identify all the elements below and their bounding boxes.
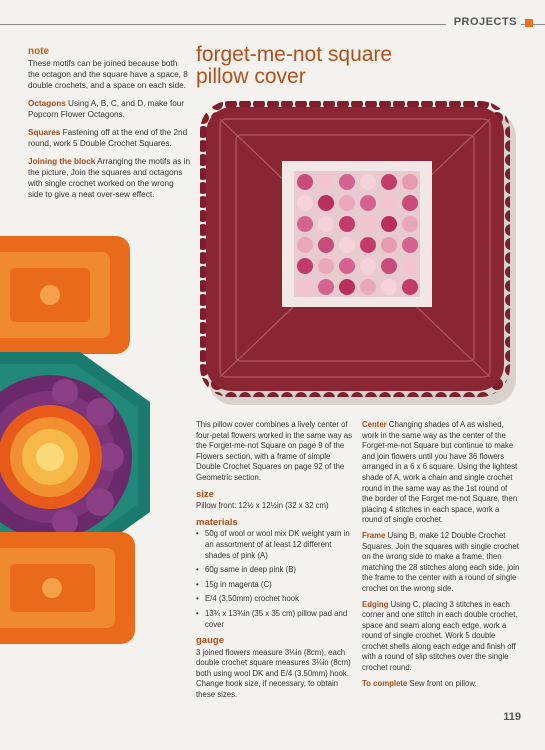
edging-text: Using C, placing 3 stitches in each corner and one stitch in each double crochet, space and seam along each edge, work a round of single crochet. Work 5 double crochet shells along each edge and finish off with a round of slip stitches over the single crochet round.: [362, 599, 518, 673]
pillow-center-flowers: [294, 171, 420, 297]
list-item: • 50g of wool or wool mix DK weight yarn in an assortment of at least 12 different shades of pink (A): [196, 529, 356, 561]
edging-paragraph: [362, 600, 520, 674]
section-label: PROJECTS: [446, 16, 521, 28]
materials-heading: materials: [196, 516, 238, 528]
note-text: These motifs can be joined because both the octagon and the square have a space, 8 double crochets, and a space on each side.: [28, 59, 188, 90]
center-label: Center: [362, 420, 387, 429]
complete-paragraph: [362, 679, 520, 690]
right-body-column: [362, 420, 520, 694]
size-text: Pillow front: 12½ x 12½in (32 x 32 cm): [196, 501, 329, 511]
list-item: • 13¾ x 13¾in (35 x 35 cm) pillow pad and cover: [196, 609, 356, 630]
octagons-label: Octagons: [28, 99, 66, 108]
frame-label: Frame: [362, 530, 386, 540]
frame-text: Using B, make 12 Double Crochet Squares. Join the squares with single crochet on the wrong side to make a frame, then matching the 28 stitches along each side, join the frame to the center with a round of single crochet on the wrong side.: [362, 530, 520, 593]
complete-text: Sew front on pillow.: [409, 678, 477, 688]
note-column: [28, 46, 190, 207]
octagon-flower-motif: [0, 352, 150, 562]
squares-text: Fastening off at the end of the 2nd round, work 5 Double Crochet Squares.: [28, 128, 188, 148]
note-heading: note: [28, 46, 50, 57]
title-line-1: forget-me-not square: [196, 43, 393, 66]
octagons-text: Using A, B, C, and D, make four Popcorn Flower Octagons.: [28, 99, 185, 119]
squares-label: Squares: [28, 128, 61, 137]
octagons-paragraph: [28, 98, 190, 120]
crochet-motif-illustration: [0, 232, 168, 652]
list-item: • E/4 (3.50mm) crochet hook: [196, 594, 356, 605]
joining-text: Arranging the motifs as in the picture, Join the squares and octagons with single crochet worked on the wrong side to give a neat over-sew effect.: [28, 157, 190, 199]
section-marker: [525, 19, 533, 27]
squares-paragraph: [28, 127, 190, 149]
materials-list: [196, 529, 356, 630]
pillow-photo: [196, 97, 522, 412]
size-heading: size: [196, 488, 214, 500]
center-text: Changing shades of A as wished, work in the same way as the center of the Forget-me-not Square but continue to make and join flowers until you have 36 flowers arranged in a 6 x 6 square. Using the lightest shade of A, work a chain and single crochet round in the same way as the 1st round of the border of the Forget me-not Square, then placing 4 stitches in each space, work a round of single crochet.: [362, 420, 518, 525]
joining-label: Joining the block: [28, 157, 96, 166]
frame-paragraph: [362, 531, 520, 595]
joining-paragraph: [28, 156, 190, 200]
list-item: • 15g in magenta (C): [196, 580, 356, 591]
complete-label: To complete: [362, 678, 408, 688]
page-title: [196, 44, 516, 88]
list-item: • 60g same in deep pink (B): [196, 565, 356, 576]
title-line-2: pillow cover: [196, 65, 306, 88]
top-square-motif: [0, 236, 130, 354]
left-body-column: [196, 420, 356, 706]
gauge-heading: gauge: [196, 635, 224, 647]
gauge-text: 3 joined flowers measure 3⅛in (8cm), each double crochet square measures 3⅛in (8cm) both using wool DK and E/4 (3.50mm) hook. Change hook size, if necessary, to obtain these sizes.: [196, 647, 351, 700]
page-number: 119: [503, 711, 521, 723]
intro-paragraph: This pillow cover combines a lively center of four-petal flowers worked in the same way as the Forget-me-not Square on page 9 of the Flowers section, with a frame of simple Double Crochet Squares on page 92 of the Geometric section.: [196, 420, 353, 482]
edging-label: Edging: [362, 599, 389, 609]
bottom-square-motif: [0, 532, 135, 644]
center-paragraph: [362, 420, 520, 526]
